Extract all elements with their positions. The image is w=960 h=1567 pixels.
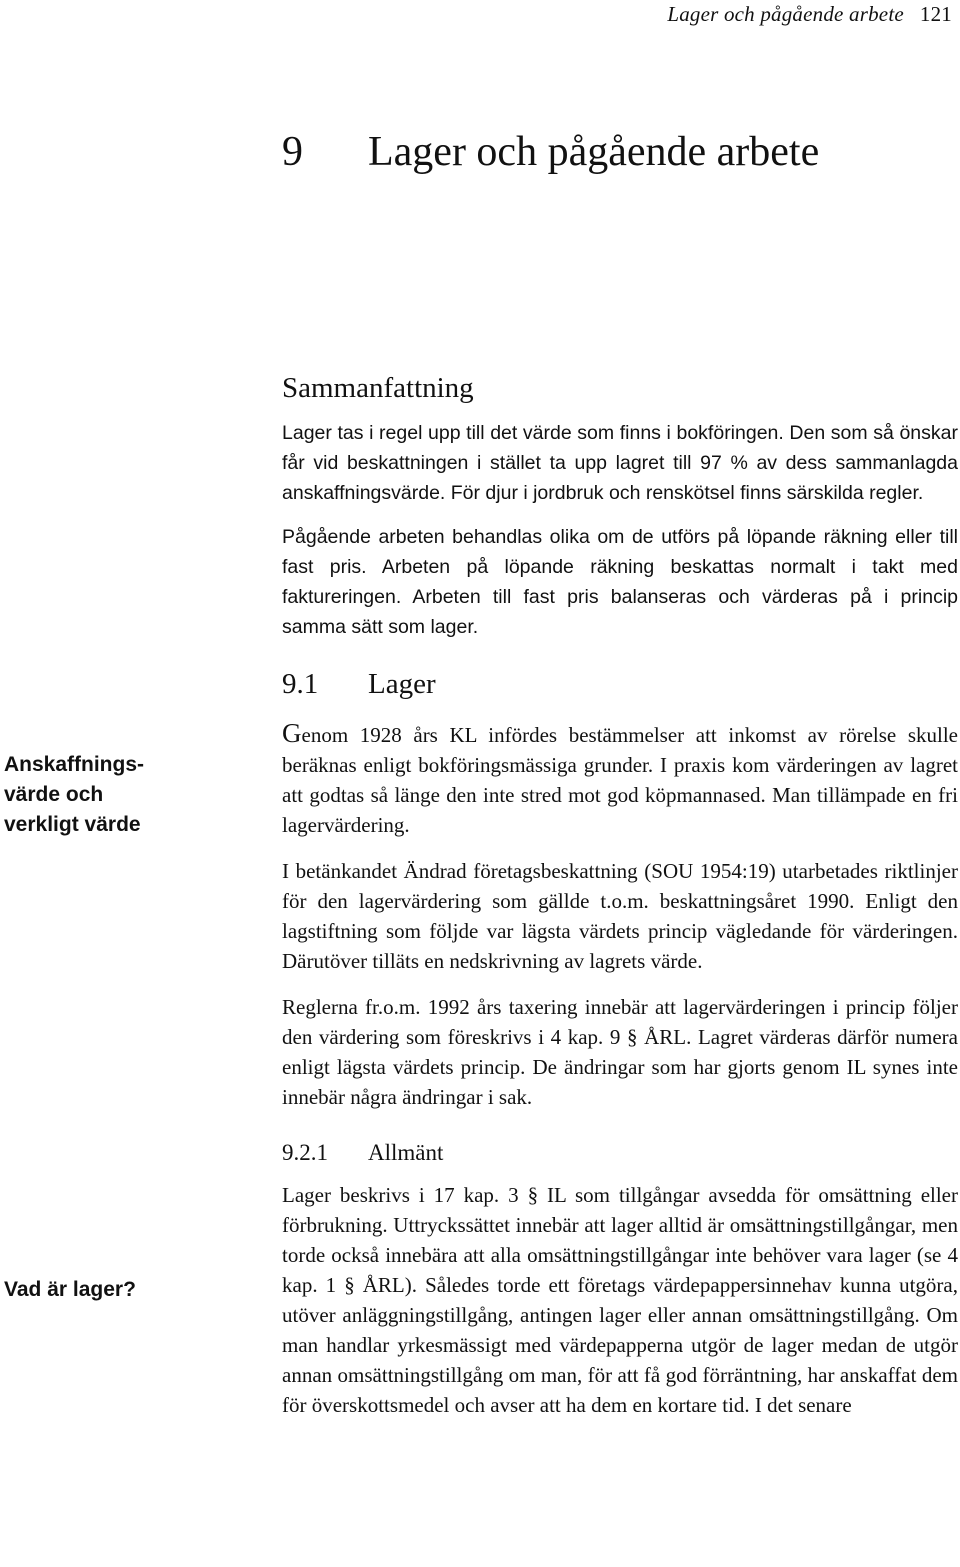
body-paragraph: Reglerna fr.o.m. 1992 års taxering innebär att lagervärderingen i princip följer den värdering som föreskrivs i 4 kap. 9 § ÅRL. Lagret värderas därför numera enligt lägsta värdets princip. De ändringar som har gjorts genom IL synes inte innebär några ändringar i sak. bbox=[282, 995, 958, 1109]
subsection-title: Allmänt bbox=[368, 1140, 444, 1165]
section-title: Lager bbox=[368, 668, 436, 700]
margin-note-vad-ar-lager: Vad är lager? bbox=[4, 1278, 136, 1301]
body-paragraph bbox=[282, 718, 958, 840]
running-header bbox=[667, 2, 952, 27]
section-number: 9.1 bbox=[282, 668, 319, 700]
page-number: 121 bbox=[919, 2, 952, 26]
body-paragraph: I betänkandet Ändrad företagsbeskattning (SOU 1954:19) utarbetades riktlinjer för den lagervärdering som gällde t.o.m. beskattningsåret 1990. Enligt den lagstiftning som följde var lägsta värdets princip vägledande för värderingen. Därutöver tilläts en nedskrivning av lagrets värde. bbox=[282, 859, 958, 973]
subsection-number: 9.2.1 bbox=[282, 1140, 328, 1165]
body-paragraph-text: enom 1928 års KL infördes bestämmelser att inkomst av rörelse skulle beräknas enligt bokföringsmässiga grunder. I praxis kom värderingen av lagret att godtas så länge den inte stred mot god köpmannased. Man tillämpade en fri lagervärdering. bbox=[282, 723, 958, 837]
main-text-column bbox=[282, 370, 958, 1436]
chapter-title-text: Lager och pågående arbete bbox=[368, 129, 820, 175]
section-heading-9-1 bbox=[282, 666, 958, 702]
subsection-heading-9-2-1 bbox=[282, 1138, 958, 1168]
summary-paragraph: Lager tas i regel upp till det värde som finns i bokföringen. Den som så önskar får vid beskattningen i stället ta upp lagret till 97 % av dess sammanlagda anskaffningsvärde. För djur i jordbruk och renskötsel finns särskilda regler. bbox=[282, 422, 958, 504]
drop-cap: G bbox=[282, 718, 302, 748]
chapter-number: 9 bbox=[282, 129, 303, 175]
running-title: Lager och pågående arbete bbox=[667, 2, 904, 26]
margin-note-line: Anskaffnings- bbox=[4, 753, 145, 776]
summary-heading: Sammanfattning bbox=[282, 372, 474, 404]
summary-paragraph: Pågående arbeten behandlas olika om de utförs på löpande räkning eller till fast pris. Arbeten på löpande räkning beskattas normalt i takt med faktureringen. Arbeten till fast pris balanseras och värderas på i princip samma sätt som lager. bbox=[282, 526, 958, 638]
chapter-title bbox=[282, 128, 819, 176]
body-paragraph: Lager beskrivs i 17 kap. 3 § IL som tillgångar avsedda för omsättning eller förbrukning. Uttryckssättet innebär att lager alltid är omsättningstillgångar, men torde också innebära att alla omsättningstillgångar inte behöver vara lager (se 4 kap. 1 § ÅRL). Således torde ett företags värdepappersinnehav kunna utgöra, utöver anläggningstillgång, antingen lager eller annan omsättningstillgång. Om man handlar yrkesmässigt med värdepapperna utgör de lager medan de utgör annan omsättningstillgång om man, för att få god förräntning, har anskaffat dem för överskottsmedel och avser att ha dem en kortare tid. I det senare bbox=[282, 1183, 958, 1417]
margin-note-line: värde och bbox=[4, 783, 104, 806]
margin-note-line: verkligt värde bbox=[4, 813, 141, 836]
margin-note-anskaffningsvarde bbox=[4, 750, 244, 840]
